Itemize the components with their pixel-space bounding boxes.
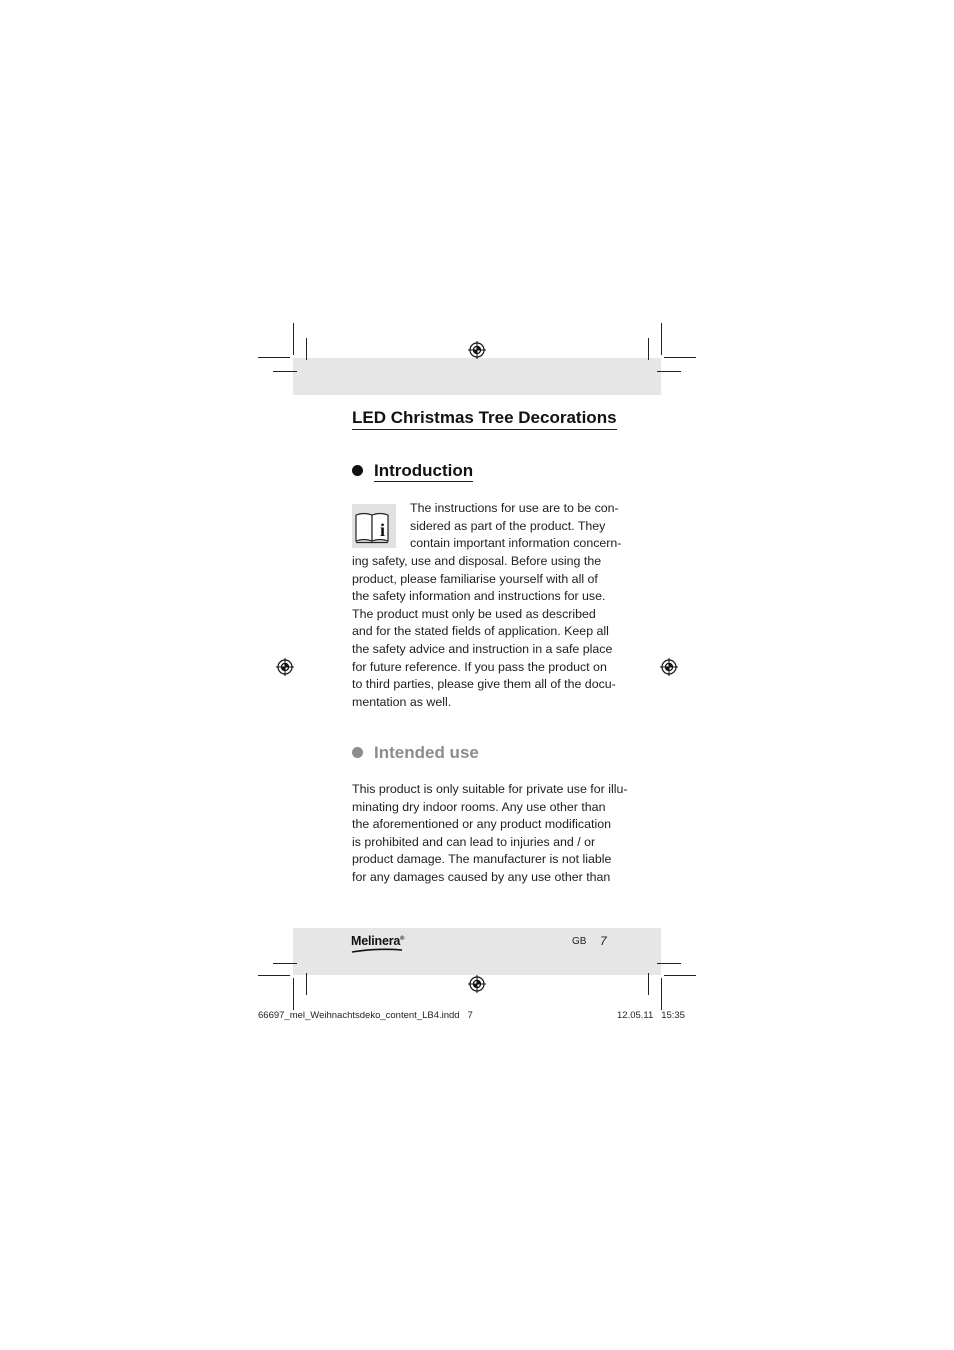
- registration-mark-icon: [276, 658, 294, 676]
- crop-mark: [258, 975, 290, 976]
- text-line: sidered as part of the product. They: [410, 518, 606, 533]
- text-line: The product must only be used as described: [352, 606, 596, 621]
- text-line: for future reference. If you pass the product on: [352, 659, 607, 674]
- registration-mark-icon: [660, 658, 678, 676]
- slug-datetime: 12.05.11 15:35: [617, 1010, 685, 1021]
- intro-paragraph: [352, 553, 616, 711]
- intro-paragraph-wrapped: [410, 500, 621, 553]
- crop-mark: [293, 323, 294, 355]
- crop-mark: [273, 963, 297, 964]
- brand-name: Melinera: [351, 934, 401, 948]
- text-line: for any damages caused by any use other than: [352, 869, 611, 884]
- crop-mark: [273, 371, 297, 372]
- text-line: This product is only suitable for private use for illu-: [352, 782, 628, 796]
- section-heading-introduction: [352, 461, 473, 481]
- text-line: minating dry indoor rooms. Any use other than: [352, 799, 606, 814]
- text-line: ing safety, use and disposal. Before using the: [352, 554, 602, 568]
- text-line: is prohibited and can lead to injuries and / or: [352, 834, 596, 849]
- text-line: the aforementioned or any product modification: [352, 817, 611, 832]
- text-line: The instructions for use are to be con-: [410, 501, 619, 515]
- crop-mark: [664, 357, 696, 358]
- crop-mark: [657, 963, 681, 964]
- text-line: to third parties, please give them all of the docu-: [352, 677, 616, 692]
- text-line: and for the stated fields of application. Keep all: [352, 624, 609, 639]
- text-line: product damage. The manufacturer is not liable: [352, 852, 612, 867]
- section-heading-label: Introduction: [374, 461, 474, 480]
- section-heading-label: Intended use: [374, 743, 479, 762]
- section-heading-intended-use: [352, 743, 479, 763]
- text-line: mentation as well.: [352, 694, 452, 709]
- language-code: GB: [572, 936, 587, 947]
- crop-mark: [648, 338, 649, 360]
- crop-mark: [648, 973, 649, 995]
- text-line: the safety information and instructions for use.: [352, 589, 606, 604]
- brand-registered-mark: ®: [400, 935, 405, 942]
- text-line: product, please familiarise yourself with all of: [352, 571, 598, 586]
- bullet-icon: [352, 465, 363, 476]
- brand-swoosh-icon: [351, 948, 403, 954]
- crop-mark: [306, 338, 307, 360]
- crop-mark: [293, 978, 294, 1010]
- crop-mark: [258, 357, 290, 358]
- brand-logo: [351, 934, 404, 948]
- text-line: contain important information concern-: [410, 536, 622, 551]
- crop-mark: [661, 978, 662, 1010]
- svg-text:i: i: [379, 520, 386, 540]
- slug-filename: 66697_mel_Weihnachtsdeko_content_LB4.indd 7: [258, 1010, 473, 1021]
- intended-use-paragraph: [352, 781, 627, 887]
- crop-mark: [664, 975, 696, 976]
- header-band: [293, 358, 661, 395]
- registration-mark-icon: [468, 341, 486, 359]
- page-title: LED Christmas Tree Decorations: [352, 408, 617, 430]
- page-number: 7: [600, 934, 607, 948]
- info-book-icon: [352, 504, 396, 548]
- text-line: the safety advice and instruction in a safe place: [352, 641, 613, 656]
- crop-mark: [306, 973, 307, 995]
- bullet-icon: [352, 747, 363, 758]
- crop-mark: [661, 323, 662, 355]
- crop-mark: [657, 371, 681, 372]
- registration-mark-icon: [468, 975, 486, 993]
